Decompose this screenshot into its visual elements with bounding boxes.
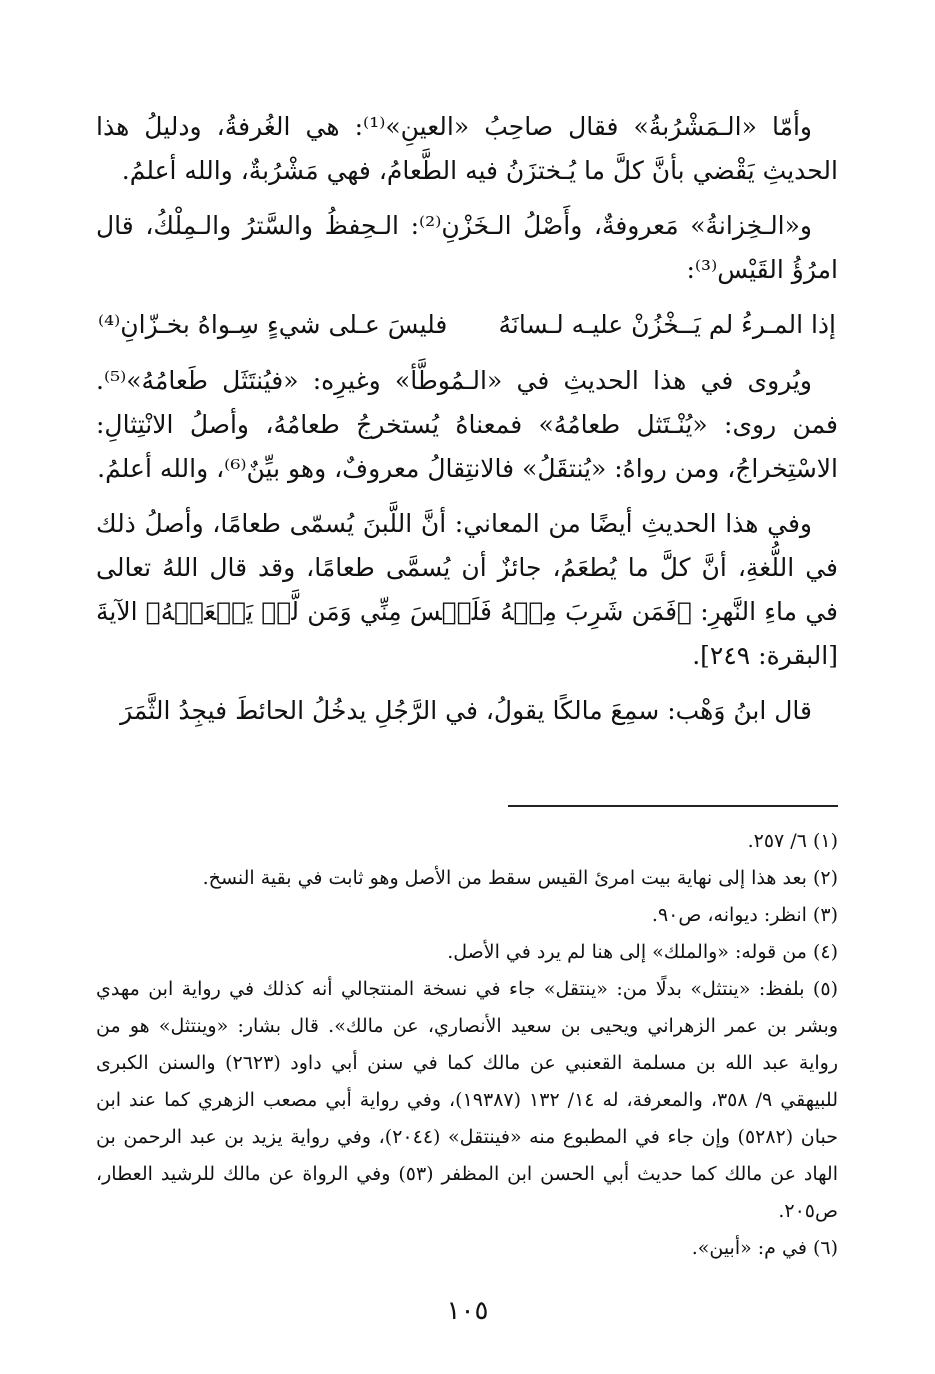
verse-second-hemistich: فليسَ عـلى شيءٍ سِـواهُ بخـزّانِ⁽⁴⁾: [98, 310, 448, 339]
poetry-verse: [96, 303, 838, 347]
paragraph-khizana: و«الـخِزانةُ» مَعروفةٌ، وأَصْلُ الـخَزْنِ⁽²⁾: الـحِفظُ والسَّترُ والـمِلْكُ، قال امرُؤُ القَيْس⁽³⁾:: [96, 211, 838, 284]
verse-first-hemistich: إذا المـرءُ لم يَــخْزُنْ عليـه لـسانَهُ: [498, 310, 836, 339]
footnote-2: (٢) بعد هذا إلى نهاية بيت امرئ القيس سقط من الأصل وهو ثابت في بقية النسخ.: [202, 867, 838, 889]
paragraph-ibn-wahb: قال ابنُ وَهْب: سمِعَ مالكًا يقولُ، في الرَّجُلِ يدخُلُ الحائطَ فيجِدُ الثَّمَرَ: [120, 696, 812, 725]
footnote-4: (٤) من قوله: «والملك» إلى هنا لم يرد في الأصل.: [447, 941, 838, 963]
footnotes: [96, 823, 838, 1267]
footnote-5: (٥) بلفظ: «ينتثل» بدلًا من: «ينتقل» جاء في نسخة المنتجالي أنه كذلك في رواية ابن مهدي وبشر بن عمر الزهراني ويحيى بن سعيد الأنصاري، عن مالك». قال بشار: «وينتثل» هو من رواية عبد الله بن مسلمة القعنبي عن مالك كما في سنن أبي داود (٢٦٢٣) والسنن الكبرى للبيهقي ٩/ ٣٥٨، والمعرفة، له ١٤/ ١٣٢ (١٩٣٨٧)، وفي رواية أبي مصعب الزهري كما عند ابن حبان (٥٢٨٢) وإن جاء في المطبوع منه «فينتقل» (٢٠٤٤)، وفي رواية يزيد بن عبد الرحمن بن الهاد عن مالك كما حديث أبي الحسن ابن المظفر (٥٣) وفي الرواة عن مالك للرشيد العطار، ص٢٠٥.: [96, 978, 839, 1222]
main-text: [96, 105, 838, 744]
footnote-3: (٣) انظر: ديوانه، ص٩٠.: [651, 904, 838, 926]
paragraph-mashruba: وأمّا «الـمَشْرُبةُ» فقال صاحِبُ «العينِ»⁽¹⁾: هي الغُرفةُ، ودليلُ هذا الحديثِ يَقْضي بأنَّ كلَّ ما يُـختزَنُ فيه الطَّعامُ، فهي مَشْرُبةٌ، والله أعلمُ.: [96, 112, 838, 185]
footnote-divider: [508, 805, 838, 807]
footnote-6: (٦) في م: «أبين».: [691, 1237, 838, 1259]
paragraph-muwatta: ويُروى في هذا الحديثِ في «الـمُوطَّأ» وغيرِه: «فيُنتَثَل طَعامُهُ»⁽⁵⁾. فمن روى: «يُنْـتَثل طعامُهُ» فمعناهُ يُستخرجُ طعامُهُ، وأصلُ الانْتِثالِ: الاسْتِخراجُ، ومن رواهُ: «يُنتقَلُ» فالانتِقالُ معروفٌ، وهو بيِّنٌ⁽⁶⁾، والله أعلمُ.: [96, 366, 838, 483]
footnote-1: (١) ٦/ ٢٥٧.: [747, 830, 838, 852]
page-number: ١٠٥: [446, 1296, 489, 1326]
paragraph-milk: وفي هذا الحديثِ أيضًا من المعاني: أنَّ اللَّبنَ يُسمّى طعامًا، وأصلُ ذلك في اللُّغةِ، أنَّ كلَّ ما يُطعَمُ، جائزٌ أن يُسمَّى طعامًا، وقد قال اللهُ تعالى في ماءِ النَّهرِ: ﴿فَمَن شَرِبَ مِنۡهُ فَلَيۡسَ مِنِّي وَمَن لَّمۡ يَطۡعَمۡهُ﴾ الآيةَ [البقرة: ٢٤٩].: [96, 509, 838, 670]
